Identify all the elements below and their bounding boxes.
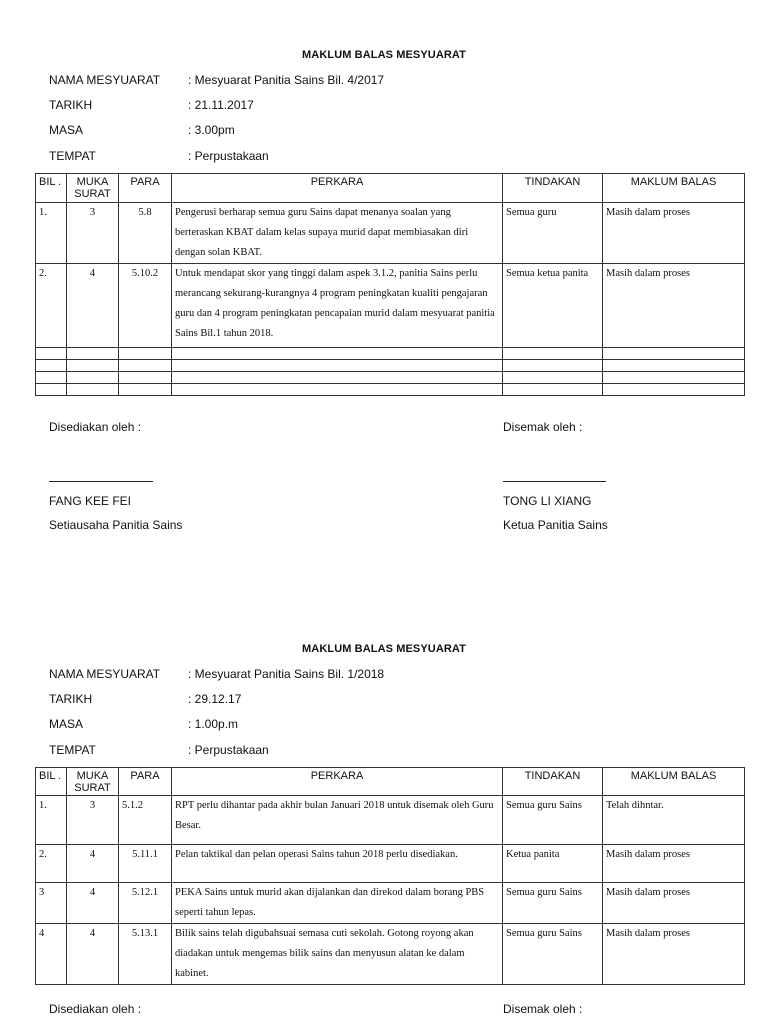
table-row-blank <box>36 384 745 396</box>
header-muka-surat: MUKA SURAT <box>67 174 119 203</box>
cell-feedback: Masih dalam proses <box>603 203 745 264</box>
field-venue <box>49 743 269 757</box>
checked-by-label: Disemak oleh : <box>503 420 583 434</box>
cell-bil: 2. <box>36 845 67 883</box>
cell-bil: 1. <box>36 203 67 264</box>
field-label: NAMA MESYUARAT <box>49 667 161 681</box>
cell-feedback: Masih dalam proses <box>603 264 745 348</box>
minutes-table <box>35 767 745 985</box>
field-value: : 1.00p.m <box>188 717 239 731</box>
cell-page: 3 <box>67 796 119 845</box>
field-date <box>49 98 254 112</box>
header-maklum-balas: MAKLUM BALAS <box>603 174 745 203</box>
checked-by-name: TONG LI XIANG <box>503 494 592 508</box>
cell-matter: Untuk mendapat skor yang tinggi dalam aspek 3.1.2, panitia Sains perlu merancang sekurang-kurangnya 4 program peningkatan kualiti pengajaran guru dan 4 program peningkatan pencapaian murid dalam mesyuarat panitia Sains Bil.1 tahun 2018. <box>172 264 503 348</box>
table-row-blank <box>36 348 745 360</box>
header-maklum-balas: MAKLUM BALAS <box>603 768 745 796</box>
header-perkara: PERKARA <box>172 768 503 796</box>
cell-bil: 2. <box>36 264 67 348</box>
table-row <box>36 264 745 348</box>
table-row <box>36 203 745 264</box>
field-venue <box>49 149 269 163</box>
cell-matter: RPT perlu dihantar pada akhir bulan Januari 2018 untuk disemak oleh Guru Besar. <box>172 796 503 845</box>
field-label: TEMPAT <box>49 149 96 163</box>
field-time <box>49 717 238 731</box>
cell-feedback: Masih dalam proses <box>603 883 745 924</box>
field-value: : Perpustakaan <box>188 743 269 757</box>
document-title: MAKLUM BALAS MESYUARAT <box>302 643 466 655</box>
field-label: TEMPAT <box>49 743 96 757</box>
table-row <box>36 845 745 883</box>
prepared-by-label: Disediakan oleh : <box>49 1002 142 1016</box>
field-value: : 21.11.2017 <box>188 98 254 112</box>
table-row <box>36 796 745 845</box>
cell-matter: Pelan taktikal dan pelan operasi Sains tahun 2018 perlu disediakan. <box>172 845 503 883</box>
header-tindakan: TINDAKAN <box>503 174 603 203</box>
cell-matter: PEKA Sains untuk murid akan dijalankan dan direkod dalam borang PBS seperti tahun lepas. <box>172 883 503 924</box>
cell-page: 4 <box>67 264 119 348</box>
cell-page: 4 <box>67 845 119 883</box>
table-row-blank <box>36 372 745 384</box>
cell-action: Ketua panita <box>503 845 603 883</box>
cell-action: Semua guru Sains <box>503 796 603 845</box>
field-label: MASA <box>49 717 84 731</box>
field-meeting-name <box>49 73 384 87</box>
header-para: PARA <box>119 768 172 796</box>
cell-action: Semua guru <box>503 203 603 264</box>
table-row <box>36 924 745 985</box>
cell-para: 5.10.2 <box>119 264 172 348</box>
cell-para: 5.11.1 <box>119 845 172 883</box>
field-label: MASA <box>49 123 84 137</box>
cell-action: Semua guru Sains <box>503 883 603 924</box>
document-title: MAKLUM BALAS MESYUARAT <box>302 49 466 61</box>
header-perkara: PERKARA <box>172 174 503 203</box>
cell-para: 5.8 <box>119 203 172 264</box>
minutes-table <box>35 173 745 396</box>
cell-bil: 3 <box>36 883 67 924</box>
field-label: TARIKH <box>49 98 93 112</box>
cell-para: 5.12.1 <box>119 883 172 924</box>
cell-bil: 1. <box>36 796 67 845</box>
table-header-row <box>36 768 745 796</box>
cell-page: 4 <box>67 924 119 985</box>
field-label: NAMA MESYUARAT <box>49 73 161 87</box>
signature-line-prepared <box>49 481 153 482</box>
cell-matter: Pengerusi berharap semua guru Sains dapat menanya soalan yang berteraskan KBAT dalam kelas supaya murid dapat membiasakan diri dengan solan KBAT. <box>172 203 503 264</box>
table-row-blank <box>36 360 745 372</box>
cell-para: 5.1.2 <box>119 796 172 845</box>
field-time <box>49 123 235 137</box>
field-value: : 29.12.17 <box>188 692 242 706</box>
cell-para: 5.13.1 <box>119 924 172 985</box>
prepared-by-role: Setiausaha Panitia Sains <box>49 518 183 532</box>
cell-feedback: Telah dihntar. <box>603 796 745 845</box>
header-bil: BIL . <box>36 768 67 796</box>
field-date <box>49 692 241 706</box>
header-tindakan: TINDAKAN <box>503 768 603 796</box>
cell-matter: Bilik sains telah digubahsuai semasa cuti sekolah. Gotong royong akan diadakan untuk mengemas bilik sains dan menyusun alatan ke dalam kabinet. <box>172 924 503 985</box>
field-value: : Perpustakaan <box>188 149 269 163</box>
table-row <box>36 883 745 924</box>
cell-feedback: Masih dalam proses <box>603 845 745 883</box>
header-muka-surat: MUKA SURAT <box>67 768 119 796</box>
field-label: TARIKH <box>49 692 93 706</box>
cell-page: 3 <box>67 203 119 264</box>
checked-by-role: Ketua Panitia Sains <box>503 518 608 532</box>
cell-action: Semua guru Sains <box>503 924 603 985</box>
header-para: PARA <box>119 174 172 203</box>
cell-page: 4 <box>67 883 119 924</box>
table-header-row <box>36 174 745 203</box>
cell-bil: 4 <box>36 924 67 985</box>
cell-action: Semua ketua panita <box>503 264 603 348</box>
prepared-by-label: Disediakan oleh : <box>49 420 142 434</box>
checked-by-label: Disemak oleh : <box>503 1002 583 1016</box>
cell-feedback: Masih dalam proses <box>603 924 745 985</box>
field-value: : 3.00pm <box>188 123 235 137</box>
field-value: : Mesyuarat Panitia Sains Bil. 4/2017 <box>188 73 385 87</box>
field-value: : Mesyuarat Panitia Sains Bil. 1/2018 <box>188 667 385 681</box>
header-bil: BIL . <box>36 174 67 203</box>
signature-line-checked <box>503 481 606 482</box>
field-meeting-name <box>49 667 384 681</box>
prepared-by-name: FANG KEE FEI <box>49 494 132 508</box>
